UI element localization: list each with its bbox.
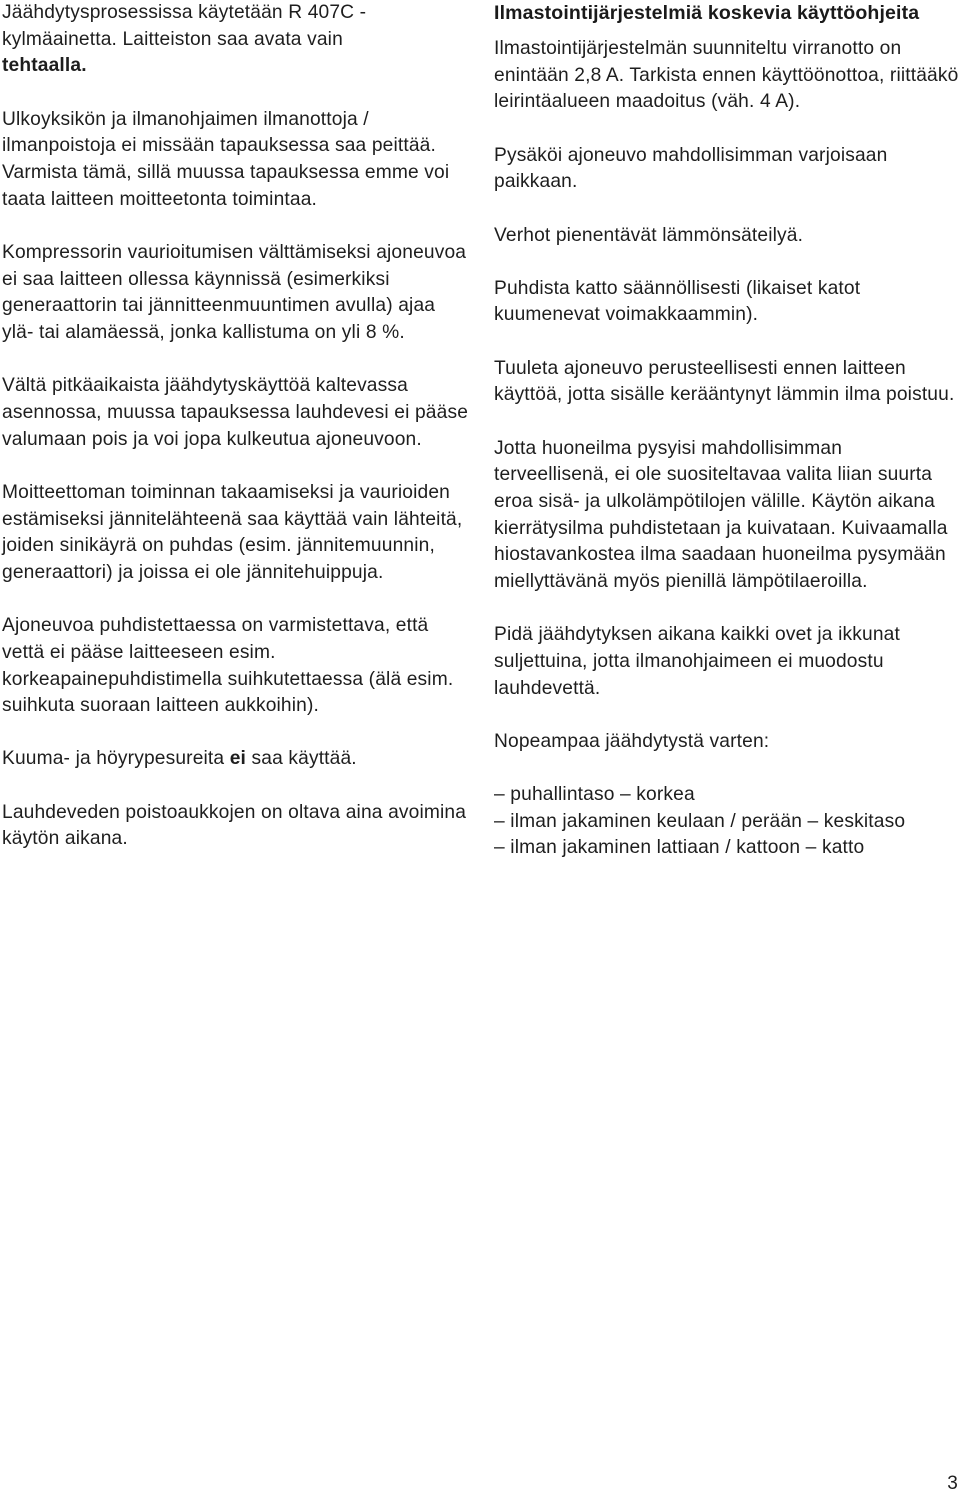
current-paragraph: Ilmastointijärjestelmän suunniteltu virranotto on enintään 2,8 A. Tarkista ennen käyttöönottoa, riittääkö leirintäalueen maadoitus (väh. 4 A).: [494, 38, 959, 113]
page-number: 3: [947, 1473, 958, 1494]
cleaning-paragraph: Ajoneuvoa puhdistettaessa on varmistettava, että vettä ei pääse laitteeseen esim. korkeapainepuhdistimella suihkutettaessa (älä esim. suihkuta suoraan laitteen aukkoihin).: [2, 615, 454, 717]
cooling-settings-list: [494, 782, 960, 862]
ventilate-paragraph: Tuuleta ajoneuvo perusteellisesti ennen laitteen käyttöä, jotta sisälle kerääntynyt lämmin ilma poistuu.: [494, 357, 955, 406]
right-column: [494, 0, 960, 862]
compressor-paragraph: Kompressorin vaurioitumisen välttämiseksi ajoneuvoa ei saa laitteen ollessa käynnissä (esimerkiksi generaattorin tai jännitteenmuuntimen avulla) ajaa ylä- tai alamäessä, jonka kallistuma on yli 8 %.: [2, 241, 467, 344]
slope-paragraph: Vältä pitkäaikaista jäähdytyskäyttöä kaltevassa asennossa, muussa tapauksessa lauhdevesi ei pääse valumaan pois ja voi jopa kulkeutua ajoneuvoon.: [2, 375, 469, 450]
steam-cleaner-paragraph: [2, 746, 472, 773]
refrigerant-text: Jäähdytysprosessissa käytetään R 407C -kylmäainetta. Laitteiston saa avata vain: [2, 2, 367, 50]
vents-paragraph: Ulkoyksikön ja ilmanohjaimen ilmanottoja / ilmanpoistoja ei missään tapauksessa saa peittää. Varmista tämä, sillä muussa tapauksessa emme voi taata laitteen moitteetonta toimintaa.: [2, 108, 450, 210]
drain-paragraph: Lauhdeveden poistoaukkojen on oltava aina avoimina käytön aikana.: [2, 801, 467, 850]
list-item: – ilman jakaminen lattiaan / kattoon – katto: [494, 837, 865, 859]
curtains-paragraph: Verhot pienentävät lämmönsäteilyä.: [494, 224, 804, 246]
steam-cleaner-emphasis: ei: [229, 748, 247, 770]
list-item: – ilman jakaminen keulaan / perään – keskitaso: [494, 810, 906, 832]
parking-paragraph: Pysäköi ajoneuvo mahdollisimman varjoisaan paikkaan.: [494, 144, 888, 193]
roof-cleaning-paragraph: Puhdista katto säännöllisesti (likaiset katot kuumenevat voimakkaammin).: [494, 277, 861, 326]
list-item: – puhallintaso – korkea: [494, 784, 695, 806]
indoor-air-paragraph: Jotta huoneilma pysyisi mahdollisimman terveellisenä, ei ole suositeltavaa valita liian suurta eroa sisä- ja ulkolämpötilojen välille. Käytön aikana kierrätysilma puhdistetaan ja kuivataan. Kuivaamalla hiostavankostea ilma saadaan huoneilma pysymään miellyttävänä myös pienillä lämpötilaeroilla.: [494, 437, 948, 593]
refrigerant-emphasis: tehtaalla.: [2, 55, 87, 77]
refrigerant-paragraph: [2, 0, 472, 80]
steam-cleaner-text-a: Kuuma- ja höyrypesureita: [2, 748, 225, 770]
left-column: [2, 0, 472, 880]
faster-cooling-paragraph: Nopeampaa jäähdytystä varten:: [494, 730, 770, 752]
steam-cleaner-text-c: saa käyttää.: [251, 748, 357, 770]
section-heading: Ilmastointijärjestelmiä koskevia käyttöohjeita: [494, 2, 920, 24]
voltage-paragraph: Moitteettoman toiminnan takaamiseksi ja vaurioiden estämiseksi jännitelähteenä saa käyttää vain lähteitä, joiden sinikäyrä on puhdas (esim. jännitemuunnin, generaattori) ja joissa ei ole jännitehuippuja.: [2, 481, 463, 583]
doors-windows-paragraph: Pidä jäähdytyksen aikana kaikki ovet ja ikkunat suljettuina, jotta ilmanohjaimeen ei muodostu lauhdevettä.: [494, 624, 900, 699]
